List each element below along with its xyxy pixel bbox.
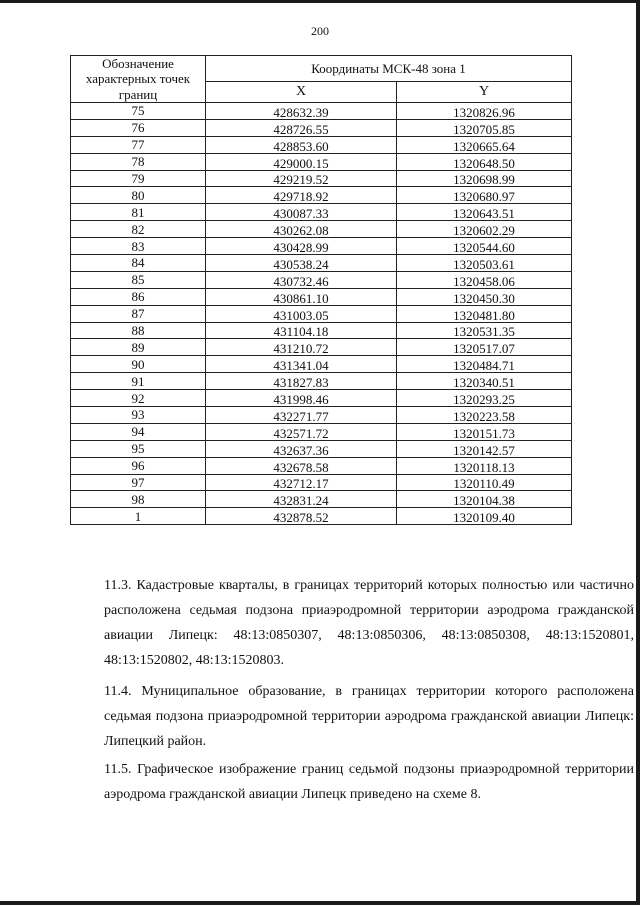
paragraph-11-4: 11.4. Муниципальное образование, в границах территории которого расположена седьмая подзона приаэродромной территории аэродрома гражданской авиации Липецк: Липецкий район.: [104, 684, 634, 749]
table-row: [71, 339, 572, 356]
paragraph-11-3: 11.3. Кадастровые кварталы, в границах территорий которых полностью или частично расположена седьмая подзона приаэродромной территории аэродрома гражданской авиации Липецк: 48:13:0850307, 48:13:0850306, 48:13:0850308, 48:13:1520801, 48:13:1520802, 48:13:1520803.: [104, 578, 634, 668]
cell-x: 428632.39: [206, 103, 397, 120]
cell-y: 1320104.38: [397, 491, 572, 508]
cell-point: 94: [71, 423, 206, 440]
cell-x: 430538.24: [206, 255, 397, 272]
cell-x: 430087.33: [206, 204, 397, 221]
cell-x: 432637.36: [206, 440, 397, 457]
table-row: [71, 271, 572, 288]
cell-y: 1320293.25: [397, 390, 572, 407]
cell-point: 96: [71, 457, 206, 474]
table-row: [71, 136, 572, 153]
cell-y: 1320531.35: [397, 322, 572, 339]
cell-point: 80: [71, 187, 206, 204]
cell-y: 1320110.49: [397, 474, 572, 491]
cell-y: 1320517.07: [397, 339, 572, 356]
header-coordinates-system: Координаты МСК-48 зона 1: [206, 56, 572, 82]
cell-point: 84: [71, 255, 206, 272]
cell-point: 1: [71, 508, 206, 525]
table-row: [71, 119, 572, 136]
table-row: [71, 440, 572, 457]
cell-point: 86: [71, 288, 206, 305]
cell-x: 432678.58: [206, 457, 397, 474]
cell-y: 1320151.73: [397, 423, 572, 440]
cell-point: 75: [71, 103, 206, 120]
table-row: [71, 187, 572, 204]
cell-y: 1320503.61: [397, 255, 572, 272]
table-row: [71, 255, 572, 272]
cell-y: 1320544.60: [397, 238, 572, 255]
cell-y: 1320340.51: [397, 373, 572, 390]
cell-y: 1320142.57: [397, 440, 572, 457]
cell-y: 1320223.58: [397, 407, 572, 424]
cell-point: 97: [71, 474, 206, 491]
cell-point: 91: [71, 373, 206, 390]
table-row: [71, 103, 572, 120]
cell-point: 78: [71, 153, 206, 170]
table-row: [71, 204, 572, 221]
cell-x: 432271.77: [206, 407, 397, 424]
cell-x: 432712.17: [206, 474, 397, 491]
cell-x: 431827.83: [206, 373, 397, 390]
cell-point: 87: [71, 305, 206, 322]
cell-x: 431104.18: [206, 322, 397, 339]
cell-x: 430262.08: [206, 221, 397, 238]
cell-y: 1320481.80: [397, 305, 572, 322]
cell-y: 1320665.64: [397, 136, 572, 153]
table-row: [71, 423, 572, 440]
header-point-designation: Обозначение характерных точек границ: [71, 56, 206, 103]
header-x: X: [206, 81, 397, 102]
cell-y: 1320109.40: [397, 508, 572, 525]
page-number: 200: [311, 24, 329, 38]
cell-y: 1320698.99: [397, 170, 572, 187]
cell-point: 88: [71, 322, 206, 339]
cell-y: 1320705.85: [397, 119, 572, 136]
cell-point: 83: [71, 238, 206, 255]
table-row: [71, 238, 572, 255]
table-row: [71, 508, 572, 525]
cell-x: 431003.05: [206, 305, 397, 322]
scan-edge-right: [636, 0, 640, 905]
cell-point: 90: [71, 356, 206, 373]
table-row: [71, 153, 572, 170]
cell-x: 429000.15: [206, 153, 397, 170]
cell-x: 432831.24: [206, 491, 397, 508]
cell-y: 1320643.51: [397, 204, 572, 221]
cell-x: 430428.99: [206, 238, 397, 255]
cell-y: 1320680.97: [397, 187, 572, 204]
cell-point: 92: [71, 390, 206, 407]
cell-x: 429718.92: [206, 187, 397, 204]
cell-point: 95: [71, 440, 206, 457]
cell-x: 431998.46: [206, 390, 397, 407]
header-y: Y: [397, 81, 572, 102]
cell-y: 1320648.50: [397, 153, 572, 170]
cell-point: 85: [71, 271, 206, 288]
table-row: [71, 221, 572, 238]
cell-y: 1320484.71: [397, 356, 572, 373]
scan-edge-bottom: [0, 901, 640, 905]
cell-point: 77: [71, 136, 206, 153]
coordinates-table: [70, 55, 572, 525]
table-row: [71, 474, 572, 491]
cell-x: 432571.72: [206, 423, 397, 440]
table-row: [71, 457, 572, 474]
cell-x: 428726.55: [206, 119, 397, 136]
cell-point: 93: [71, 407, 206, 424]
table-row: [71, 288, 572, 305]
cell-point: 82: [71, 221, 206, 238]
cell-point: 79: [71, 170, 206, 187]
cell-y: 1320826.96: [397, 103, 572, 120]
cell-x: 432878.52: [206, 508, 397, 525]
cell-x: 431210.72: [206, 339, 397, 356]
cell-point: 89: [71, 339, 206, 356]
cell-point: 81: [71, 204, 206, 221]
cell-point: 76: [71, 119, 206, 136]
cell-x: 429219.52: [206, 170, 397, 187]
table-row: [71, 305, 572, 322]
cell-x: 431341.04: [206, 356, 397, 373]
paragraph-11-5: 11.5. Графическое изображение границ седьмой подзоны приаэродромной территории аэродрома гражданской авиации Липецк приведено на схеме 8.: [104, 762, 634, 802]
scan-edge-top: [0, 0, 640, 3]
cell-x: 428853.60: [206, 136, 397, 153]
table-row: [71, 373, 572, 390]
table-row: [71, 491, 572, 508]
table-row: [71, 170, 572, 187]
cell-point: 98: [71, 491, 206, 508]
coordinates-table-body: [71, 103, 572, 525]
table-row: [71, 390, 572, 407]
cell-y: 1320118.13: [397, 457, 572, 474]
cell-y: 1320602.29: [397, 221, 572, 238]
cell-x: 430732.46: [206, 271, 397, 288]
cell-y: 1320458.06: [397, 271, 572, 288]
table-row: [71, 407, 572, 424]
cell-x: 430861.10: [206, 288, 397, 305]
table-row: [71, 356, 572, 373]
cell-y: 1320450.30: [397, 288, 572, 305]
table-row: [71, 322, 572, 339]
